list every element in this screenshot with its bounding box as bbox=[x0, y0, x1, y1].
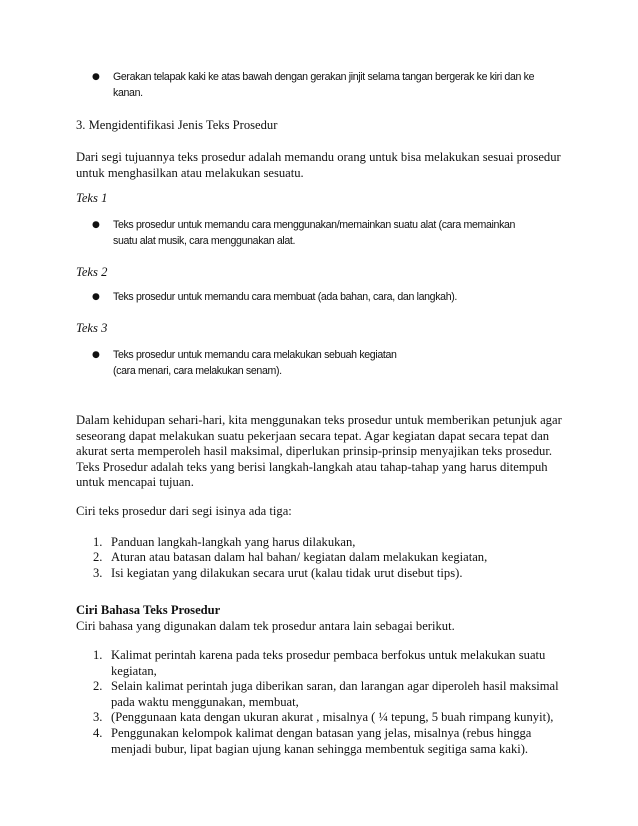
bullet-text-line: (cara menari, cara melakukan senam). bbox=[113, 364, 282, 377]
body-paragraph bbox=[76, 413, 568, 491]
bullet-text-line: Teks prosedur untuk memandu cara melakukan sebuah kegiatan bbox=[113, 349, 397, 361]
bullet-text-line: Gerakan telapak kaki ke atas bawah dengan gerakan jinjit selama tangan bergerak ke kiri dan ke bbox=[113, 71, 535, 83]
bullet-text-line: Teks prosedur untuk memandu cara membuat (ada bahan, cara, dan langkah). bbox=[113, 291, 458, 303]
teks-label: Teks 1 bbox=[76, 191, 108, 205]
section-heading: Ciri Bahasa Teks Prosedur bbox=[76, 603, 221, 617]
paragraph-line: akurat serta memperoleh hasil maksimal, diperlukan prinsip-prinsip menyajikan teks prosedur. bbox=[76, 444, 552, 458]
item-number: 2. bbox=[93, 550, 103, 564]
item-text-line: menjadi bubur, lipat bagian ujung kanan sehingga membentuk segitiga sama kaki). bbox=[111, 741, 529, 756]
intro-paragraph bbox=[76, 150, 568, 181]
bullet-text-line: suatu alat musik, cara menggunakan alat. bbox=[113, 234, 296, 247]
ciri-bahasa-intro: Ciri bahasa yang digunakan dalam tek prosedur antara lain sebagai berikut. bbox=[76, 619, 455, 633]
bullet-icon: ● bbox=[92, 350, 100, 360]
item-number: 1. bbox=[93, 535, 103, 549]
item-number: 1. bbox=[93, 648, 103, 662]
paragraph-line: Dari segi tujuannya teks prosedur adalah memandu orang untuk bisa melakukan sesuai prosedur bbox=[76, 150, 561, 164]
item-number: 4. bbox=[93, 726, 103, 740]
bullet-icon: ● bbox=[92, 292, 100, 302]
bullet-icon: ● bbox=[92, 72, 100, 82]
bullet-text-line: Teks prosedur untuk memandu cara menggunakan/memainkan suatu alat (cara memainkan bbox=[113, 219, 516, 231]
item-number: 2. bbox=[93, 679, 103, 693]
item-number: 3. bbox=[93, 566, 103, 580]
item-text: Panduan langkah-langkah yang harus dilakukan, bbox=[111, 535, 356, 549]
item-text-line: (Penggunaan kata dengan ukuran akurat , misalnya ( ¼ tepung, 5 buah rimpang kunyit), bbox=[111, 710, 554, 724]
paragraph-line: untuk menghasilkan atau melakukan sesuatu. bbox=[76, 165, 304, 180]
ciri-isi-intro: Ciri teks prosedur dari segi isinya ada tiga: bbox=[76, 504, 292, 518]
item-text-line: pada waktu menggunakan, membuat, bbox=[111, 694, 299, 709]
item-text: Aturan atau batasan dalam hal bahan/ kegiatan dalam melakukan kegiatan, bbox=[111, 550, 488, 564]
item-text-line: Penggunakan kelompok kalimat dengan batasan yang jelas, misalnya (rebus hingga bbox=[111, 726, 532, 740]
item-number: 3. bbox=[93, 710, 103, 724]
paragraph-line: Teks Prosedur adalah teks yang berisi langkah-langkah atau tahap-tahap yang harus ditempuh bbox=[76, 459, 548, 474]
item-text: Isi kegiatan yang dilakukan secara urut (kalau tidak urut disebut tips). bbox=[111, 566, 463, 580]
paragraph-line: untuk mencapai tujuan. bbox=[76, 475, 194, 489]
paragraph-line: seseorang dapat melakukan suatu pekerjaan secara tepat. Agar kegiatan dapat secara tepat dan bbox=[76, 428, 550, 443]
paragraph-line: Dalam kehidupan sehari-hari, kita menggunakan teks prosedur untuk memberikan petunjuk agar bbox=[76, 413, 562, 427]
section-heading: 3. Mengidentifikasi Jenis Teks Prosedur bbox=[76, 118, 278, 132]
bullet-icon: ● bbox=[92, 220, 100, 230]
teks-label: Teks 2 bbox=[76, 265, 108, 279]
item-text-line: Selain kalimat perintah juga diberikan saran, dan larangan agar diperoleh hasil maksimal bbox=[111, 679, 559, 693]
teks-label: Teks 3 bbox=[76, 321, 108, 335]
item-text-line: Kalimat perintah karena pada teks prosedur pembaca berfokus untuk melakukan suatu bbox=[111, 648, 546, 662]
item-text-line: kegiatan, bbox=[111, 663, 157, 678]
bullet-text-line: kanan. bbox=[113, 86, 143, 99]
